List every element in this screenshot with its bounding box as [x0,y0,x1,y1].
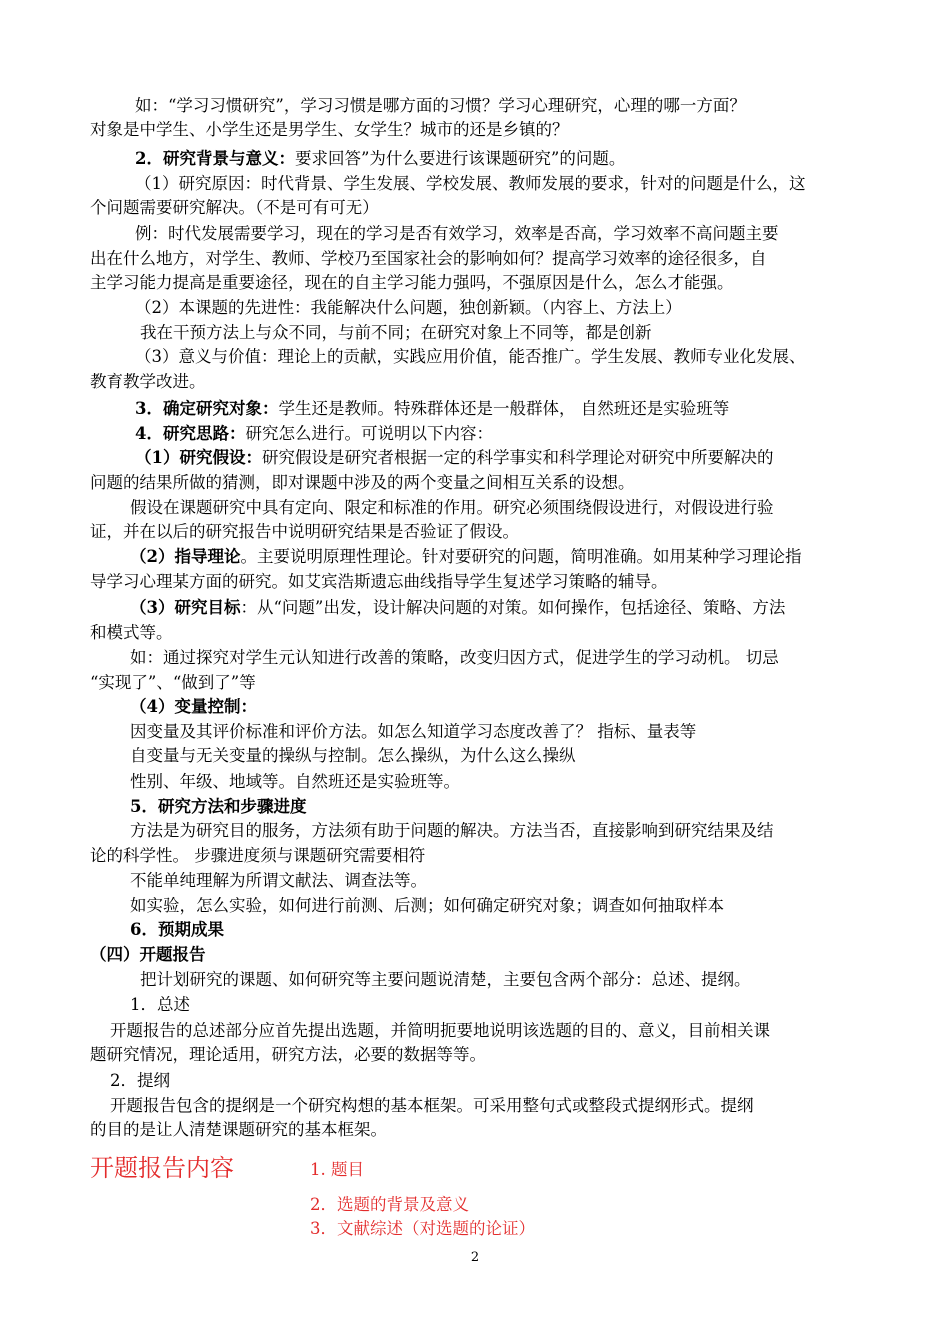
subheading-text: 研究假设是研究者根据一定的科学事实和科学理论对研究中所要解决的 [261,448,774,467]
text-line: 论的科学性。 步骤进度须与课题研究需要相符 [90,846,426,865]
subsection-goals [130,596,902,620]
subsection-theory [130,545,902,569]
subsection-variables: （4）变量控制： [130,697,257,716]
outline-item: 2．选题的背景及意义 [310,1195,469,1214]
text-line: 性别、年级、地域等。自然班还是实验班等。 [130,772,460,791]
heading-label: 2．研究背景与意义： [135,149,295,168]
text-line: 题研究情况，理论适用，研究方法，必要的数据等等。 [90,1045,486,1064]
text-line: （2）本课题的先进性：我能解决什么问题，独创新颖。（内容上、方法上） [135,298,682,317]
page-number: 2 [470,1250,480,1265]
subsection-summary: 1．总述 [130,995,190,1014]
subheading-label: （3）研究目标 [130,598,241,617]
outline-item: 3．文献综述（对选题的论证） [310,1219,535,1238]
section-heading-5: 5．研究方法和步骤进度 [130,797,307,816]
text-line: 假设在课题研究中具有定向、限定和标准的作用。研究必须围绕假设进行，对假设进行验 [130,498,774,517]
heading-text: 学生还是教师。特殊群体还是一般群体， 自然班还是实验班等 [278,399,730,418]
text-line: 如：“学习习惯研究”，学习习惯是哪方面的习惯？学习心理研究，心理的哪一方面？ [135,96,746,115]
outline-heading: 开题报告内容 [90,1154,234,1182]
text-line: 如实验，怎么实验，如何进行前测、后测；如何确定研究对象；调查如何抽取样本 [130,896,724,915]
text-line: 的目的是让人清楚课题研究的基本框架。 [90,1120,387,1139]
text-line: 如：通过探究对学生元认知进行改善的策略，改变归因方式，促进学生的学习动机。 切忌 [130,648,779,667]
text-line: 不能单纯理解为所谓文献法、调查法等。 [130,871,427,890]
text-line: 开题报告的总述部分应首先提出选题，并简明扼要地说明该选题的目的、意义，目前相关课 [110,1021,770,1040]
text-line: 出在什么地方，对学生、教师、学校乃至国家社会的影响如何？提高学习效率的途径很多，自 [90,249,767,268]
subheading-text: 。主要说明原理性理论。针对要研究的问题，简明准确。如用某种学习理论指 [240,547,802,566]
text-line: 把计划研究的课题、如何研究等主要问题说清楚，主要包含两个部分：总述、提纲。 [140,970,751,989]
heading-label: 4．研究思路： [135,424,246,443]
subheading-label: （2）指导理论 [130,547,241,566]
text-line: 方法是为研究目的服务，方法须有助于问题的解决。方法当否，直接影响到研究结果及结 [130,821,774,840]
text-line: （3）意义与价值：理论上的贡献，实践应用价值，能否推广。学生发展、教师专业化发展、 [135,347,806,366]
heading-text: 要求回答”为什么要进行该课题研究”的问题。 [294,149,626,168]
text-line: 例：时代发展需要学习，现在的学习是否有效学习，效率是否高，学习效率不高问题主要 [135,224,779,243]
section-heading-3 [135,397,907,421]
subsection-outline: 2．提纲 [110,1071,170,1090]
text-line: 因变量及其评价标准和评价方法。如怎么知道学习态度改善了？ 指标、量表等 [130,722,697,741]
section-heading-6: 6．预期成果 [130,920,224,939]
text-line: （1）研究原因：时代背景、学生发展、学校发展、教师发展的要求，针对的问题是什么，这 [135,174,806,193]
text-line: 自变量与无关变量的操纵与控制。怎么操纵，为什么这么操纵 [130,746,576,765]
text-line: 教育教学改进。 [90,372,206,391]
text-line: 开题报告包含的提纲是一个研究构想的基本框架。可采用整句式或整段式提纲形式。提纲 [110,1096,754,1115]
subheading-label: （1）研究假设： [135,448,262,467]
subheading-text: ：从“问题”出发，设计解决问题的对策。如何操作，包括途径、策略、方法 [240,598,786,617]
text-line: 对象是中学生、小学生还是男学生、女学生？城市的还是乡镇的？ [90,120,569,139]
text-line: 证，并在以后的研究报告中说明研究结果是否验证了假设。 [90,522,519,541]
text-line: 个问题需要研究解决。（不是可有可无） [90,198,379,217]
subsection-hypothesis [135,446,907,470]
section-heading-2 [135,147,907,171]
heading-label: 3．确定研究对象： [135,399,279,418]
text-line: 我在干预方法上与众不同，与前不同；在研究对象上不同等，都是创新 [140,323,652,342]
text-line: 导学习心理某方面的研究。如艾宾浩斯遗忘曲线指导学生复述学习策略的辅导。 [90,572,668,591]
heading-text: 研究怎么进行。可说明以下内容： [245,424,493,443]
text-line: 和模式等。 [90,623,173,642]
outline-item: 1. 题目 [310,1160,364,1179]
chapter-heading: （四）开题报告 [90,945,206,964]
text-line: 主学习能力提高是重要途径，现在的自主学习能力强吗，不强原因是什么，怎么才能强。 [90,273,734,292]
text-line: “实现了”、“做到了”等 [90,673,256,692]
section-heading-4 [135,422,907,446]
text-line: 问题的结果所做的猜测，即对课题中涉及的两个变量之间相互关系的设想。 [90,473,635,492]
